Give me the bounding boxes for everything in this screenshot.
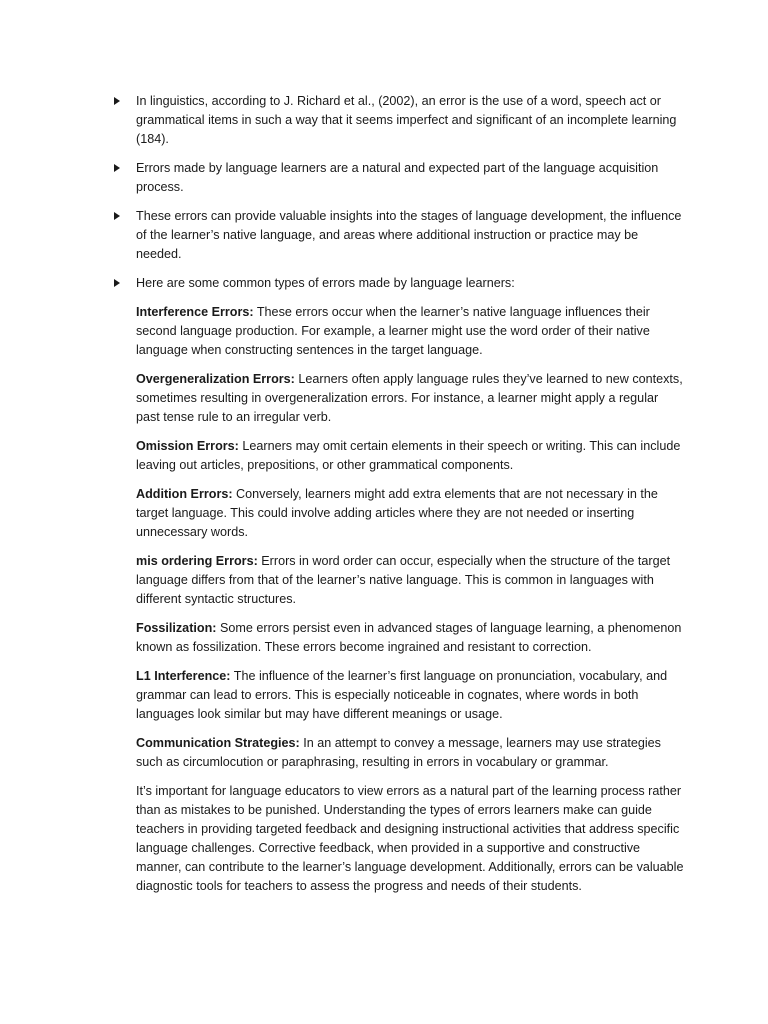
error-type-term: Addition Errors: xyxy=(136,487,233,501)
triangle-bullet-icon xyxy=(114,97,120,105)
error-type-description: In an attempt to convey a message, learners may use strategies such as circumlocution or paraphrasing, resulting in errors in vocabulary or grammar. xyxy=(136,736,661,769)
error-type-term: L1 Interference: xyxy=(136,669,231,683)
error-type-communication-strategies xyxy=(136,734,684,772)
error-type-term: Communication Strategies: xyxy=(136,736,300,750)
bullet-text: In linguistics, according to J. Richard et al., (2002), an error is the use of a word, speech act or grammatical items in such a way that it seems imperfect and significant of an incomplete learning (184). xyxy=(136,94,677,146)
bullet-text: Here are some common types of errors made by language learners: xyxy=(136,276,515,290)
bullet-item-types-intro xyxy=(136,274,684,293)
bullet-item-definition xyxy=(136,92,684,149)
error-type-addition xyxy=(136,485,684,542)
error-type-misordering xyxy=(136,552,684,609)
bullet-item-insights xyxy=(136,207,684,264)
error-type-description: Learners may omit certain elements in their speech or writing. This can include leaving out articles, prepositions, or other grammatical components. xyxy=(136,439,681,472)
error-type-term: Overgeneralization Errors: xyxy=(136,372,295,386)
bullet-text: These errors can provide valuable insights into the stages of language development, the influence of the learner’s native language, and areas where additional instruction or practice may be needed. xyxy=(136,209,682,261)
closing-paragraph: It’s important for language educators to view errors as a natural part of the learning process rather than as mistakes to be punished. Understanding the types of errors learners make can guide teachers in providing targeted feedback and designing instructional activities that address specific language challenges. Corrective feedback, when provided in a supportive and constructive manner, can contribute to the learner’s language development. Additionally, errors can be valuable diagnostic tools for teachers to assess the progress and needs of their students. xyxy=(136,784,684,893)
triangle-bullet-icon xyxy=(114,164,120,172)
error-type-overgeneralization xyxy=(136,370,684,427)
error-type-term: Omission Errors: xyxy=(136,439,239,453)
error-type-term: Interference Errors: xyxy=(136,305,254,319)
error-type-description: Learners often apply language rules they’ve learned to new contexts, sometimes resulting in overgeneralization errors. For instance, a learner might apply a regular past tense rule to an irregular verb. xyxy=(136,372,683,424)
error-type-description: Some errors persist even in advanced stages of language learning, a phenomenon known as fossilization. These errors become ingrained and resistant to correction. xyxy=(136,621,682,654)
error-type-term: mis ordering Errors: xyxy=(136,554,258,568)
error-type-fossilization xyxy=(136,619,684,657)
error-type-l1-interference xyxy=(136,667,684,724)
bullet-text: Errors made by language learners are a natural and expected part of the language acquisition process. xyxy=(136,161,659,194)
error-type-description: Errors in word order can occur, especially when the structure of the target language differs from that of the learner’s native language. This is common in languages with different syntactic structures. xyxy=(136,554,671,606)
bullet-item-natural-errors xyxy=(136,159,684,197)
triangle-bullet-icon xyxy=(114,279,120,287)
error-type-description: The influence of the learner’s first language on pronunciation, vocabulary, and grammar can lead to errors. This is especially noticeable in cognates, where words in both languages look similar but may have different meanings or usage. xyxy=(136,669,668,721)
error-type-omission xyxy=(136,437,684,475)
error-type-interference xyxy=(136,303,684,360)
error-type-description: Conversely, learners might add extra elements that are not necessary in the target language. This could involve adding articles where they are not needed or inserting unnecessary words. xyxy=(136,487,658,539)
error-type-description: These errors occur when the learner’s native language influences their second language production. For example, a learner might use the word order of their native language when constructing sentences in the target language. xyxy=(136,305,650,357)
triangle-bullet-icon xyxy=(114,212,120,220)
error-type-term: Fossilization: xyxy=(136,621,217,635)
document-body xyxy=(136,92,684,896)
